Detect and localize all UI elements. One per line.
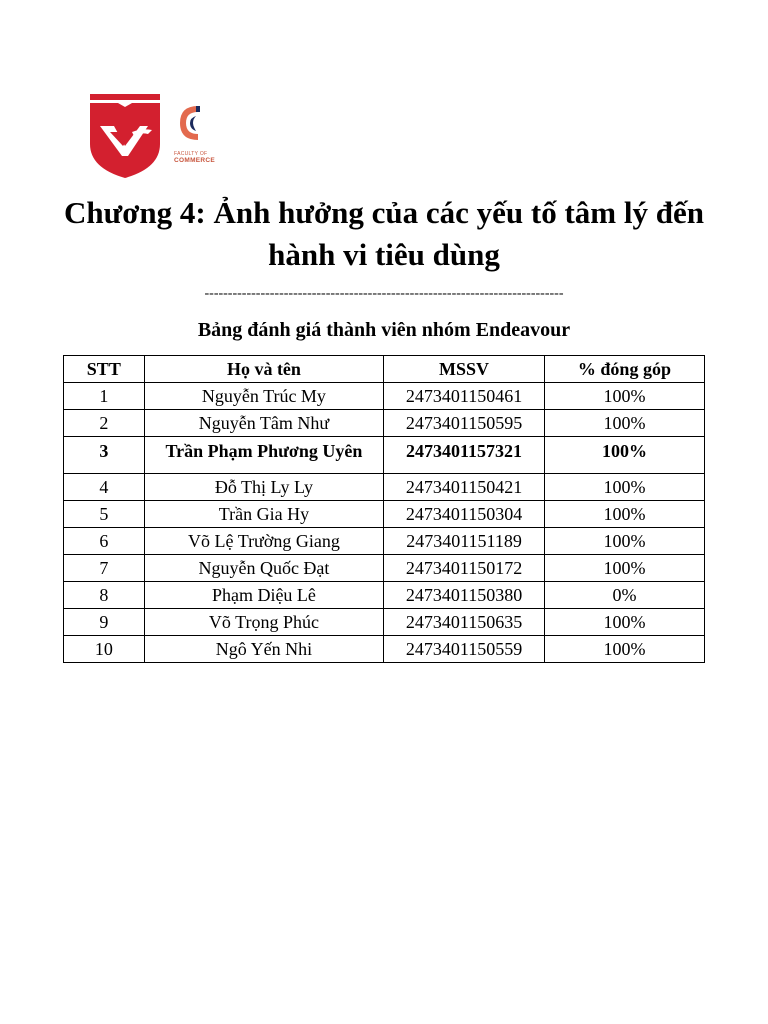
table-row-highlighted	[64, 437, 705, 474]
cell-name: Trần Gia Hy	[144, 501, 384, 528]
cell-contribution: 100%	[544, 528, 704, 555]
cell-stt: 8	[64, 582, 145, 609]
cell-contribution: 100%	[544, 474, 704, 501]
page-title: Chương 4: Ảnh hưởng của các yếu tố tâm lý đến hành vi tiêu dùng	[64, 195, 704, 272]
commerce-c-icon	[174, 102, 208, 146]
faculty-logo-line2: COMMERCE	[174, 157, 216, 164]
cell-stt: 3	[64, 437, 145, 474]
university-shield-icon	[90, 94, 160, 178]
table-row	[64, 501, 705, 528]
cell-name: Đỗ Thị Ly Ly	[144, 474, 384, 501]
cell-mssv: 2473401150380	[384, 582, 545, 609]
cell-contribution: 0%	[544, 582, 704, 609]
cell-name: Nguyễn Trúc My	[144, 383, 384, 410]
header-name: Họ và tên	[144, 356, 384, 383]
cell-stt: 4	[64, 474, 145, 501]
cell-stt: 9	[64, 609, 145, 636]
cell-mssv: 2473401150461	[384, 383, 545, 410]
table-row	[64, 383, 705, 410]
cell-name: Nguyễn Quốc Đạt	[144, 555, 384, 582]
cell-name: Võ Trọng Phúc	[144, 609, 384, 636]
header-mssv: MSSV	[384, 356, 545, 383]
cell-name: Võ Lệ Trường Giang	[144, 528, 384, 555]
cell-contribution: 100%	[544, 410, 704, 437]
cell-contribution: 100%	[544, 383, 704, 410]
cell-contribution: 100%	[544, 501, 704, 528]
members-table	[63, 355, 705, 663]
cell-mssv: 2473401150421	[384, 474, 545, 501]
table-header-row	[64, 356, 705, 383]
header-stt: STT	[64, 356, 145, 383]
cell-mssv: 2473401157321	[384, 437, 545, 474]
cell-contribution: 100%	[544, 437, 704, 474]
cell-mssv: 2473401150172	[384, 555, 545, 582]
cell-contribution: 100%	[544, 609, 704, 636]
table-row	[64, 474, 705, 501]
table-row	[64, 528, 705, 555]
cell-stt: 5	[64, 501, 145, 528]
table-row	[64, 555, 705, 582]
cell-contribution: 100%	[544, 555, 704, 582]
cell-stt: 1	[64, 383, 145, 410]
faculty-logo	[174, 102, 224, 166]
cell-name: Ngô Yến Nhi	[144, 636, 384, 663]
cell-name: Phạm Diệu Lê	[144, 582, 384, 609]
cell-mssv: 2473401150635	[384, 609, 545, 636]
faculty-logo-text	[174, 152, 234, 165]
cell-mssv: 2473401150595	[384, 410, 545, 437]
cell-stt: 2	[64, 410, 145, 437]
cell-stt: 7	[64, 555, 145, 582]
table-row	[64, 636, 705, 663]
cell-stt: 10	[64, 636, 145, 663]
cell-contribution: 100%	[544, 636, 704, 663]
cell-name: Nguyễn Tâm Như	[144, 410, 384, 437]
table-row	[64, 582, 705, 609]
table-row	[64, 609, 705, 636]
cell-mssv: 2473401151189	[384, 528, 545, 555]
cell-stt: 6	[64, 528, 145, 555]
cell-mssv: 2473401150559	[384, 636, 545, 663]
cell-mssv: 2473401150304	[384, 501, 545, 528]
cell-name: Trần Phạm Phương Uyên	[144, 437, 384, 474]
table-title: Bảng đánh giá thành viên nhóm Endeavour	[197, 319, 571, 341]
divider-line: -----------------------------------------------------------------------------	[204, 286, 564, 301]
table-row	[64, 410, 705, 437]
header-contribution: % đóng góp	[544, 356, 704, 383]
faculty-logo-line1: FACULTY OF	[174, 151, 208, 157]
